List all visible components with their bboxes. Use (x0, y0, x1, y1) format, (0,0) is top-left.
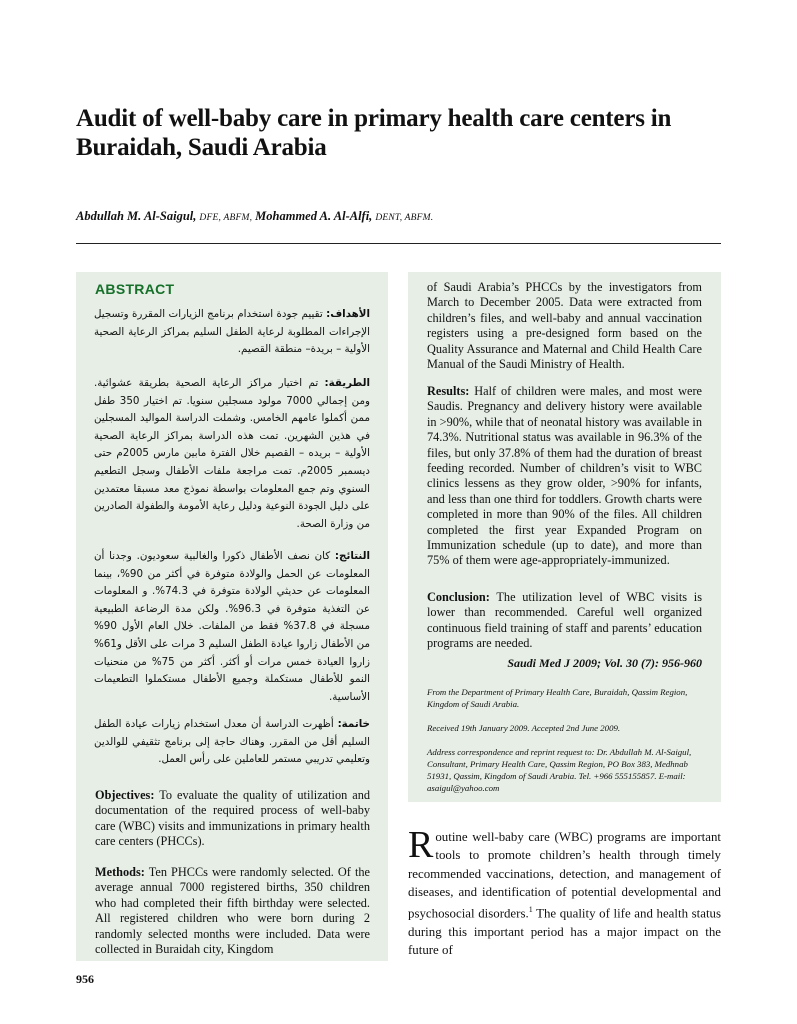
objectives-label: Objectives: (95, 788, 155, 802)
methods-text: Ten PHCCs were randomly selected. Of the average annual 7000 registered births, 350 children who had completed their fifth birthday were selected. All registered children who were born during 2 randomly selected months were included. Data were collected in Buraidah city, Kingdom (95, 865, 370, 957)
arabic-methods (94, 375, 370, 533)
abstract-methods (95, 865, 370, 957)
arabic-objectives (94, 306, 370, 359)
abstract-box-left (76, 272, 388, 961)
arabic-conclusion-text: أظهرت الدراسة أن معدل استخدام زيارات عيادة الطفل السليم أقل من المقرر. وهناك حاجة إلى برنامج تثقيفي للوالدين وتعليمي تدريبي مستمر للعاملين على رأس العمل. (94, 718, 370, 766)
author-name: Mohammed A. Al-Alfi, (255, 209, 373, 223)
journal-citation: Saudi Med J 2009; Vol. 30 (7): 956-960 (507, 656, 702, 670)
received-note: Received 19th January 2009. Accepted 2nd June 2009. (427, 723, 621, 733)
arabic-conclusion-label: خاتمة: (337, 718, 370, 730)
arabic-results-text: كان نصف الأطفال ذكورا والغالبية سعوديون. وجدنا أن المعلومات عن الحمل والولادة متوفرة في أكثر من 90%، بينما المعلومات عن حديثي الولادة متوفرة في 74.3%. و المعلومات عن التغذية متوفرة في 96.3%. ولكن مدة الرضاعة الطبيعية مسجلة في 37.8% فقط من الملفات. خلال العام الأول 90% من الأطفال زاروا عيادة الطفل السليم 3 مرات على الأقل و61% زاروا العيادة خمس مرات أو أكثر. أكثر من 75% من منحنيات النمو للأطفال مستكملة وجميع الأطفال مستكملوا التطعيمات الأساسية. (94, 550, 371, 703)
body-intro: outine well-baby care (WBC) programs are important tools to promote children’s health through timely recommended vaccinations, detection, and management of diseases, and identification of potential developmental and psychosocial disorders. (408, 830, 721, 921)
author-line (76, 209, 726, 224)
abstract-objectives (95, 788, 370, 850)
abstract-box-right (408, 272, 721, 802)
methods-continued: of Saudi Arabia’s PHCCs by the investigators from March to December 2005. Data were extracted from children’s files, and well-baby and annual vaccination registers using a pre-designed form based on the Quality Assurance and Maternal and Child Health Care Manual of the Saudi Ministry of Health. (427, 280, 702, 372)
author-name: Abdullah M. Al-Saigul, (76, 209, 197, 223)
body-paragraph (408, 824, 721, 959)
arabic-results-label: النتائج: (334, 550, 370, 562)
page-number: 956 (76, 972, 94, 986)
arabic-objectives-label: الأهداف: (326, 308, 370, 320)
arabic-results (94, 548, 370, 706)
header-divider (76, 243, 721, 244)
abstract-conclusion (427, 590, 702, 652)
author-credentials: DFE, ABFM, (199, 213, 253, 223)
results-text: Half of children were males, and most were Saudis. Pregnancy and delivery history were available in >90%, while that of neonatal history was available in 74.3%. Nutritional status was available in 96.3% of the files, but only 37.8% of them had the duration of breast feeding recorded. Number of children’s visit to WBC clinics lessens as they grow older, >90% for infants, and less than one third for toddlers. Growth charts were completed in more than 90% of the files. All children completed the first year Expanded Program on Immunization schedule (up to date), and more than 75% of them were age-appropriately-immunized. (427, 384, 702, 568)
arabic-methods-text: تم اختيار مراكز الرعاية الصحية بطريقة عشوائية. ومن إجمالي 7000 مولود مسجلين سنويا. تم اختيار 350 طفل ممن أكملوا عامهم الخامس. وشملت الدراسة المواليد المسجلين في هذين الشهرين. تمت هذه الدراسة بمراكز الرعاية الصحية الأولية – بريده – القصيم خلال الفترة مابين مارس 2005م حتى ديسمبر 2005م. تمت مراجعة ملفات الأطفال وسجل التطعيم السنوي وتم جمع المعلومات بواسطة نموذج معد مسبقا معتمدين على دليل الجودة النوعية ودليل رعاية الأمومة والطفولة الصادرين من وزارة الصحة. (94, 377, 371, 530)
abstract-results (427, 384, 702, 569)
conclusion-label: Conclusion: (427, 590, 490, 604)
abstract-heading: ABSTRACT (95, 281, 175, 297)
objectives-text: To evaluate the quality of utilization and documentation of the required process of well-baby care (WBC) visits and immunizations in primary health care centers (PHCCs). (95, 788, 370, 849)
affiliation-note: From the Department of Primary Health Care, Buraidah, Qassim Region, Kingdom of Saudi Arabia. (427, 687, 688, 710)
article-title: Audit of well-baby care in primary health care centers in Buraidah, Saudi Arabia (76, 105, 672, 161)
body-intro-continued: The quality of life and health status during this important period has a major impact on the future of (408, 906, 721, 958)
arabic-objectives-text: تقييم جودة استخدام برنامج الزيارات المقررة وتسجيل الإجراءات المطلوبة لرعاية الطفل السليم بمراكز الرعاية الصحية الأولية – بريدة– منطقة القصيم. (94, 308, 370, 356)
correspondence-note: Address correspondence and reprint request to: Dr. Abdullah M. Al-Saigul, Consultant, Primary Health Care, Qassim Region, PO Box 383, Medhnab 51931, Qassim, Kingdom of Saudi Arabia. Tel. +966 555155857. E-mail: asaigul@yahoo.com (427, 747, 692, 794)
arabic-methods-label: الطريقة: (324, 377, 370, 389)
conclusion-text: The utilization level of WBC visits is lower than recommended. Careful well organized continuous field training of staff and parents’ education programs are needed. (427, 590, 702, 651)
methods-label: Methods: (95, 865, 145, 879)
author-credentials: DENT, ABFM. (375, 213, 434, 223)
arabic-conclusion (94, 716, 370, 769)
reference-marker: 1 (528, 905, 533, 915)
drop-cap: R (408, 824, 434, 866)
results-label: Results: (427, 384, 470, 398)
